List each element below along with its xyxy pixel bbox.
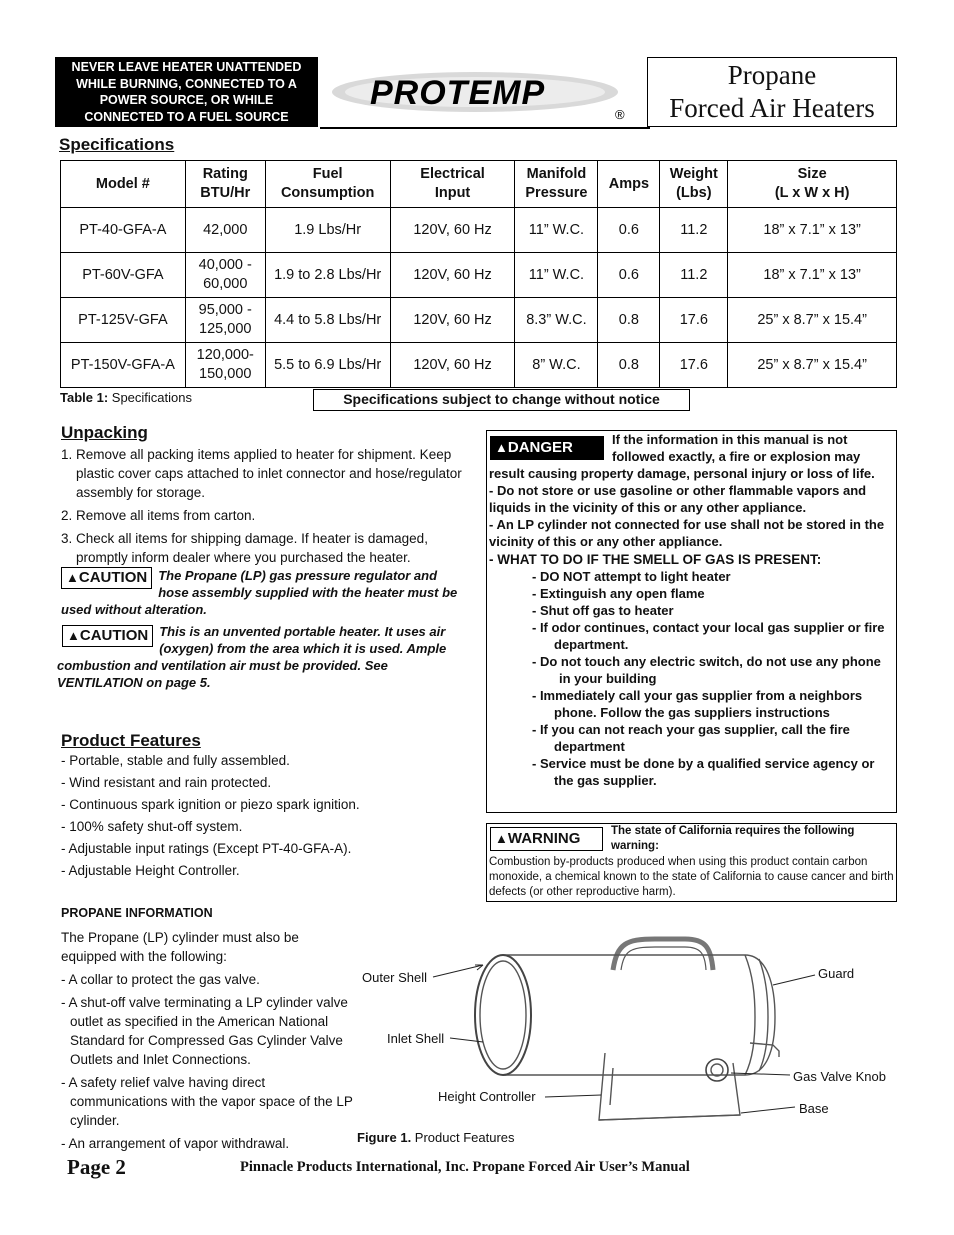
title-line-2: Forced Air Heaters xyxy=(669,93,875,123)
table-cell-line: 25” x 8.7” x 15.4” xyxy=(757,311,867,328)
column-header-line: Input xyxy=(434,185,471,201)
table-caption xyxy=(60,390,192,405)
table-cell-line: 0.6 xyxy=(618,266,639,283)
list-item: - Service must be done by a qualified service agency or the gas supplier. xyxy=(532,756,875,788)
danger-intro: If the information in this manual is not followed exactly, a fire or explosion may xyxy=(612,432,861,464)
warning-line: POWER SOURCE, OR WHILE xyxy=(99,93,274,107)
list-item: - Do not touch any electric switch, do not use any phone in your building xyxy=(532,654,881,686)
list-item: 2. Remove all items from carton. xyxy=(61,508,256,523)
table-cell xyxy=(61,208,186,253)
propane-info-intro: The Propane (LP) cylinder must also be equipped with the following: xyxy=(61,930,299,964)
table-cell xyxy=(390,208,515,253)
california-warning-box xyxy=(486,823,897,902)
column-header-line: Fuel xyxy=(312,166,343,182)
warning-triangle-icon: ▲ xyxy=(66,570,79,585)
caution-label: CAUTION xyxy=(79,627,149,644)
warning-badge xyxy=(490,827,603,851)
list-item: - Extinguish any open flame xyxy=(532,586,705,601)
table-cell-line: PT-60V-GFA xyxy=(82,266,164,283)
list-item: - DO NOT attempt to light heater xyxy=(532,569,731,584)
list-item: - If you can not reach your gas supplier, call the fire department xyxy=(532,722,850,754)
column-header xyxy=(185,161,265,208)
list-item: - Immediately call your gas supplier from a neighbors phone. Follow the gas suppliers instructions xyxy=(532,688,863,720)
table-cell xyxy=(660,208,728,253)
page-number: Page 2 xyxy=(67,1155,126,1179)
column-header-line: BTU/Hr xyxy=(200,185,251,201)
column-header-line: Consumption xyxy=(280,185,375,201)
table-cell xyxy=(265,298,390,343)
table-cell-line: 11” W.C. xyxy=(528,221,585,238)
table-cell-line: 60,000 xyxy=(203,276,248,292)
column-header-line: Rating xyxy=(202,166,248,182)
warning-line: CONNECTED TO A FUEL SOURCE xyxy=(84,109,289,124)
warning-line: NEVER LEAVE HEATER UNATTENDED xyxy=(71,60,302,74)
table-cell-line: 120V, 60 Hz xyxy=(413,356,492,373)
table-cell-line: 11” W.C. xyxy=(528,266,585,283)
table-cell-line: 125,000 xyxy=(199,321,252,337)
table-cell xyxy=(728,298,897,343)
table-caption-label: Table 1: xyxy=(60,390,109,405)
list-item: - A shut-off valve terminating a LP cylinder valve outlet as specified in the American National Standard for Compressed Gas Cylinder Valve Outlets and Inlet Connections. xyxy=(61,995,348,1067)
header-rule xyxy=(320,127,650,129)
table-cell-line: 25” x 8.7” x 15.4” xyxy=(757,356,867,373)
label-inlet-shell: Inlet Shell xyxy=(387,1031,445,1046)
unpacking-heading: Unpacking xyxy=(61,423,148,442)
list-item: - Shut off gas to heater xyxy=(532,603,674,618)
label-guard: Guard xyxy=(818,966,855,981)
list-item: - Adjustable input ratings (Except PT-40-GFA-A). xyxy=(61,841,352,856)
list-item: - Continuous spark ignition or piezo spark ignition. xyxy=(61,797,360,812)
table-row xyxy=(61,298,897,343)
table-cell xyxy=(515,208,598,253)
list-item: - A collar to protect the gas valve. xyxy=(61,972,260,987)
column-header-line: Pressure xyxy=(525,185,588,201)
table-cell xyxy=(390,298,515,343)
table-cell xyxy=(515,253,598,298)
never-leave-warning-box xyxy=(55,57,318,127)
warning-triangle-icon: ▲ xyxy=(495,831,508,846)
unpacking-list xyxy=(61,445,466,571)
label-base: Base xyxy=(799,1101,829,1116)
table-row xyxy=(61,208,897,253)
table-cell-line: 120V, 60 Hz xyxy=(413,311,492,328)
table-cell-line: 0.6 xyxy=(618,221,639,238)
caution-text: This is an unvented portable heater. It uses air (oxygen) from the area which it is used. Ample combustion and ventilation air must be provided. See VENTILATION on page 5. xyxy=(57,624,447,690)
list-item: 1. Remove all packing items applied to heater for shipment. Keep plastic cover caps attached to inlet connector and hose/regulator assembly for storage. xyxy=(61,447,462,500)
label-gas-valve-knob: Gas Valve Knob xyxy=(793,1069,886,1084)
table-cell xyxy=(598,343,660,388)
table-cell xyxy=(728,208,897,253)
danger-badge xyxy=(490,436,604,460)
table-cell xyxy=(660,343,728,388)
table-cell-line: PT-125V-GFA xyxy=(78,311,168,328)
list-item: 3. Check all items for shipping damage. If heater is damaged, promptly inform dealer where you purchased the heater. xyxy=(61,531,428,565)
column-header-line: Model # xyxy=(95,175,150,192)
warning-label: WARNING xyxy=(507,830,581,847)
table-cell xyxy=(61,298,186,343)
table-cell-line: 4.4 to 5.8 Lbs/Hr xyxy=(274,311,382,328)
table-cell-line: 40,000 - xyxy=(198,257,252,273)
table-cell-line: 0.8 xyxy=(618,311,639,328)
table-cell xyxy=(660,298,728,343)
table-cell-line: 18” x 7.1” x 13” xyxy=(763,266,861,283)
specifications-heading: Specifications xyxy=(59,135,175,154)
table-row xyxy=(61,253,897,298)
table-cell xyxy=(515,298,598,343)
list-item: - If odor continues, contact your local gas supplier or fire department. xyxy=(532,620,885,652)
specs-notice: Specifications subject to change without notice xyxy=(313,389,690,411)
danger-paragraph: - Do not store or use gasoline or other flammable vapors and liquids in the vicinity of this or any other appliance. xyxy=(489,483,867,515)
table-cell xyxy=(61,253,186,298)
column-header-line: Size xyxy=(797,166,827,182)
table-cell-line: 5.5 to 6.9 Lbs/Hr xyxy=(274,356,382,373)
danger-label: DANGER xyxy=(507,439,573,456)
danger-box xyxy=(486,430,897,813)
table-cell xyxy=(515,343,598,388)
heater-illustration xyxy=(355,925,900,1130)
label-outer-shell: Outer Shell xyxy=(362,970,428,985)
table-cell-line: 1.9 to 2.8 Lbs/Hr xyxy=(274,266,382,283)
warning-triangle-icon: ▲ xyxy=(67,628,80,643)
table-cell-line: PT-40-GFA-A xyxy=(79,221,167,238)
smell-of-gas-heading: - WHAT TO DO IF THE SMELL OF GAS IS PRESENT: xyxy=(489,552,822,567)
caution-badge xyxy=(62,625,153,647)
list-item: - Wind resistant and rain protected. xyxy=(61,775,272,790)
table-cell xyxy=(728,253,897,298)
warning-intro: The state of California requires the following warning: xyxy=(611,825,855,852)
caution-text: The Propane (LP) gas pressure regulator and hose assembly supplied with the heater must be used without alteration. xyxy=(61,568,458,617)
column-header xyxy=(61,161,186,208)
table-cell-line: 17.6 xyxy=(679,356,708,373)
table-cell-line: 0.8 xyxy=(618,356,639,373)
warning-triangle-icon: ▲ xyxy=(495,440,508,455)
table-cell xyxy=(660,253,728,298)
propane-info-heading: PROPANE INFORMATION xyxy=(61,906,213,920)
column-header-line: Electrical xyxy=(420,166,485,182)
propane-info xyxy=(61,928,356,1157)
product-features-heading: Product Features xyxy=(61,731,201,750)
caution-badge xyxy=(61,567,152,589)
features-list xyxy=(61,752,466,884)
table-cell-line: 11.2 xyxy=(680,221,708,238)
label-height-controller: Height Controller xyxy=(438,1089,536,1104)
footer-text: Pinnacle Products International, Inc. Propane Forced Air User’s Manual xyxy=(240,1159,690,1175)
table-cell-line: 150,000 xyxy=(199,366,252,382)
list-item: - A safety relief valve having direct communications with the vapor space of the LP cylinder. xyxy=(61,1075,353,1128)
table-cell-line: 8” W.C. xyxy=(532,356,581,373)
title-line-1: Propane xyxy=(727,60,817,90)
table-cell-line: 120,000- xyxy=(196,347,254,363)
column-header xyxy=(390,161,515,208)
table-cell-line: PT-150V-GFA-A xyxy=(70,356,175,373)
danger-intro-cont: result causing property damage, personal injury or loss of life. xyxy=(489,466,875,481)
caution-block-2 xyxy=(57,623,466,691)
table-cell xyxy=(185,253,265,298)
figure-caption-label: Figure 1. xyxy=(357,1130,412,1145)
table-cell xyxy=(185,343,265,388)
table-cell-line: 1.9 Lbs/Hr xyxy=(294,221,362,238)
figure-caption xyxy=(357,1130,515,1145)
list-item: - Portable, stable and fully assembled. xyxy=(61,753,290,768)
column-header xyxy=(265,161,390,208)
table-cell-line: 120V, 60 Hz xyxy=(413,221,492,238)
logo-registered-mark: ® xyxy=(615,107,625,122)
table-cell xyxy=(598,208,660,253)
danger-paragraph: - An LP cylinder not connected for use shall not be stored in the vicinity of this or any other appliance. xyxy=(489,517,885,549)
list-item: - An arrangement of vapor withdrawal. xyxy=(61,1136,290,1151)
document-title xyxy=(647,57,897,127)
table-cell-line: 120V, 60 Hz xyxy=(413,266,492,283)
table-cell xyxy=(185,208,265,253)
table-cell xyxy=(185,298,265,343)
column-header xyxy=(660,161,728,208)
table-cell xyxy=(390,253,515,298)
column-header-line: Weight xyxy=(669,166,718,182)
table-cell-line: 17.6 xyxy=(679,311,708,328)
table-cell-line: 11.2 xyxy=(680,266,708,283)
logo-text: PROTEMP xyxy=(370,74,546,112)
column-header xyxy=(515,161,598,208)
column-header-line: (L x W x H) xyxy=(774,185,850,201)
table-cell xyxy=(598,298,660,343)
table-cell-line: 95,000 - xyxy=(198,302,252,318)
figure-caption-text: Product Features xyxy=(411,1130,515,1145)
specifications-table xyxy=(60,160,897,388)
protemp-logo xyxy=(330,68,640,124)
column-header-line: (Lbs) xyxy=(676,185,712,201)
table-caption-text: Specifications xyxy=(108,390,192,405)
table-cell xyxy=(265,343,390,388)
table-cell xyxy=(390,343,515,388)
table-cell xyxy=(598,253,660,298)
list-item: - 100% safety shut-off system. xyxy=(61,819,243,834)
warning-text: Combustion by-products produced when using this product contain carbon monoxide, a chemical known to the state of California to cause cancer and birth defects (or other reproductive harm). xyxy=(489,856,894,898)
table-row xyxy=(61,343,897,388)
caution-label: CAUTION xyxy=(78,569,148,586)
product-figure xyxy=(355,925,900,1130)
table-cell xyxy=(265,253,390,298)
table-cell xyxy=(265,208,390,253)
table-cell-line: 42,000 xyxy=(203,221,248,238)
gas-steps xyxy=(489,568,894,789)
column-header-line: Amps xyxy=(608,175,650,192)
list-item: - Adjustable Height Controller. xyxy=(61,863,240,878)
table-cell xyxy=(728,343,897,388)
table-cell-line: 8.3” W.C. xyxy=(526,311,587,328)
caution-block-1 xyxy=(61,567,466,618)
table-cell xyxy=(61,343,186,388)
column-header xyxy=(728,161,897,208)
column-header-line: Manifold xyxy=(526,166,587,182)
column-header xyxy=(598,161,660,208)
table-cell-line: 18” x 7.1” x 13” xyxy=(763,221,861,238)
warning-line: WHILE BURNING, CONNECTED TO A xyxy=(76,76,297,91)
